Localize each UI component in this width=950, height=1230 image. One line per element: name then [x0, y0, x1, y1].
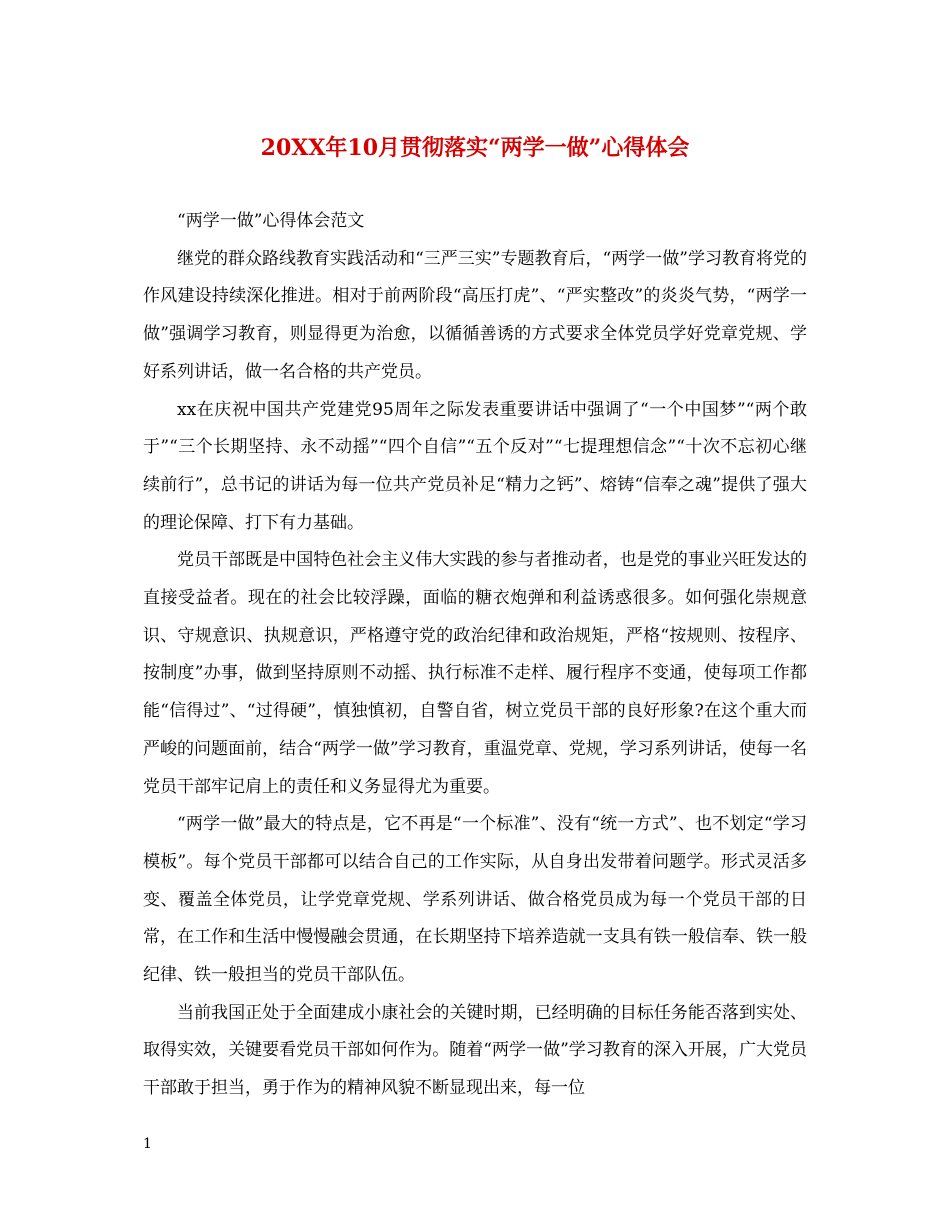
paragraph: xx在庆祝中国共产党建党95周年之际发表重要讲话中强调了“一个中国梦”“两个敢于”“三个长期坚持、永不动摇”“四个自信”“五个反对”“七提理想信念”“十次不忘初心继续前行”，总书记的讲话为每一位共产党员补足“精力之钙”、熔铸“信奉之魂”提供了强大的理论保障、打下有力基础。: [143, 399, 807, 533]
document-body: [143, 203, 807, 1108]
paragraph: “两学一做”最大的特点是，它不再是“一个标准”、没有“统一方式”、也不划定“学习模板”。每个党员干部都可以结合自己的工作实际，从自身出发带着问题学。形式灵活多变、覆盖全体党员，让学党章党规、学系列讲话、做合格党员成为每一个党员干部的日常，在工作和生活中慢慢融会贯通，在长期坚持下培养造就一支具有铁一般信奉、铁一般纪律、铁一般担当的党员干部队伍。: [143, 814, 807, 986]
paragraph: 党员干部既是中国特色社会主义伟大实践的参与者推动者，也是党的事业兴旺发达的直接受益者。现在的社会比较浮躁，面临的糖衣炮弹和利益诱惑很多。如何强化崇规意识、守规意识、执规意识，严格遵守党的政治纪律和政治规矩，严格“按规则、按程序、按制度”办事，做到坚持原则不动摇、执行标准不走样、履行程序不变通，使每项工作都能“信得过”、“过得硬”，慎独慎初，自警自省，树立党员干部的良好形象?在这个重大而严峻的问题面前，结合“两学一做”学习教育，重温党章、党规，学习系列讲话，使每一名党员干部牢记肩上的责任和义务显得尤为重要。: [143, 550, 807, 797]
paragraph: 当前我国正处于全面建成小康社会的关键时期，已经明确的目标任务能否落到实处、取得实效，关键要看党员干部如何作为。随着“两学一做”学习教育的深入开展，广大党员干部敢于担当，勇于作为的精神风貌不断显现出来，每一位: [143, 1002, 807, 1099]
page-number: 1: [143, 1136, 152, 1152]
page-title: 20XX年10月贯彻落实“两学一做”心得体会: [260, 135, 690, 161]
paragraph-subtitle: “两学一做”心得体会范文: [177, 211, 365, 231]
paragraph: 继党的群众路线教育实践活动和“三严三实”专题教育后，“两学一做”学习教育将党的作风建设持续深化推进。相对于前两阶段“高压打虎”、“严实整改”的炎炎气势，“两学一做”强调学习教育，则显得更为治愈，以循循善诱的方式要求全体党员学好党章党规、学好系列讲话，做一名合格的共产党员。: [143, 248, 807, 382]
